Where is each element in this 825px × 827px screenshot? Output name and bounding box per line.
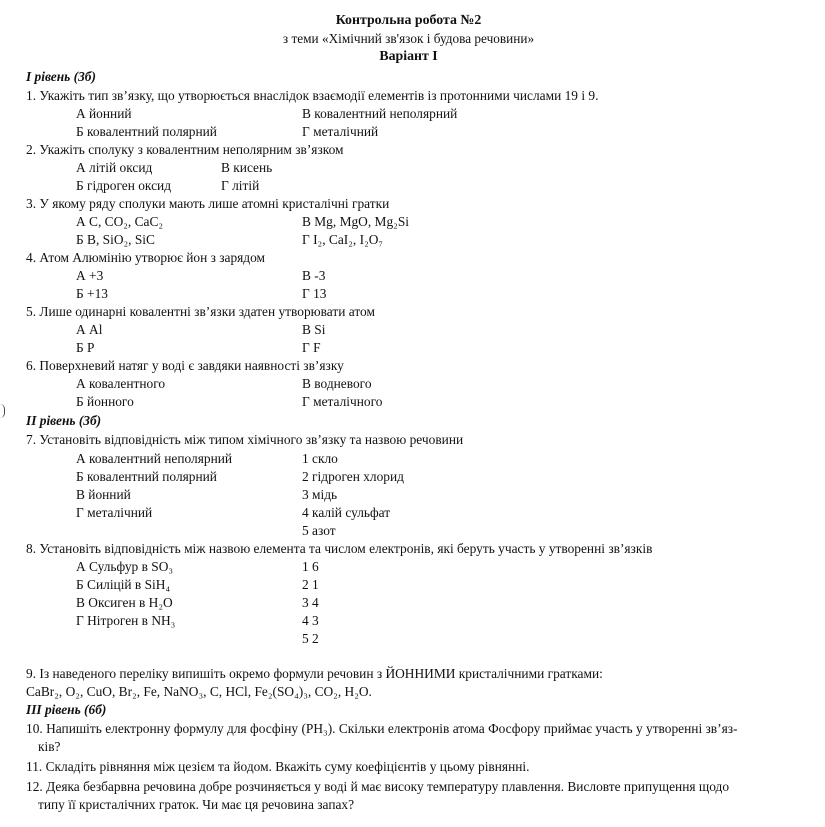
question-8: 8. Установіть відповідність між назвою елемента та числом електронів, які беруть участь у утворенні зв’язків [26, 541, 653, 556]
q8-left-item: А Сульфур в SO₃ [76, 559, 174, 574]
question-12: 12. Деяка безбарвна речовина добре розчиняється у воді й має високу температуру плавлення. Висловте припущення щодо [26, 779, 730, 794]
q7-left-item: Г металічний [76, 505, 153, 520]
q8-right-item: 5 2 [302, 631, 319, 646]
q2-option-a: А літій оксид [76, 160, 153, 175]
page-edge-mark [0, 404, 5, 418]
q8-right-item: 2 1 [302, 577, 319, 592]
q7-right-item: 5 азот [302, 523, 336, 538]
q3-option-g: Г І₂, СаІ₂, І₂О₇ [302, 232, 384, 247]
q8-left-item: В Оксиген в H₂O [76, 595, 173, 610]
question-7: 7. Установіть відповідність між типом хімічного зв’язку та назвою речовини [26, 432, 464, 447]
q8-right-item: 1 6 [302, 559, 319, 574]
question-10: 10. Напишіть електронну формулу для фосфіну (PH₃). Скільки електронів атома Фосфору приймає участь у утворенні зв’яз- [26, 721, 738, 736]
q6-option-g: Г металічного [302, 394, 383, 409]
q2-option-g: Г літій [221, 178, 260, 193]
question-6: 6. Поверхневий натяг у воді є завдяки наявності зв’язку [26, 358, 344, 373]
q4-option-a: А +3 [76, 268, 104, 283]
q4-option-g: Г 13 [302, 286, 327, 301]
q3-option-b: Б В, SiO₂, SiC [76, 232, 155, 247]
q2-option-b: Б гідроген оксид [76, 178, 172, 193]
q3-option-v: В Mg, MgO, Mg₂Si [302, 214, 409, 229]
document-subtitle: з теми «Хімічний зв'язок і будова речовини» [282, 31, 535, 46]
q8-left-item: Г Нітроген в NH₃ [76, 613, 176, 628]
q1-option-v: В ковалентний неполярний [302, 106, 458, 121]
question-12-continuation: типу її кристалічних граток. Чи має ця речовина запах? [38, 797, 355, 812]
q6-option-a: А ковалентного [76, 376, 166, 391]
q7-right-item: 3 мідь [302, 487, 338, 502]
q2-option-v: В кисень [221, 160, 273, 175]
q7-right-item: 2 гідроген хлорид [302, 469, 404, 484]
q4-option-b: Б +13 [76, 286, 108, 301]
q8-right-item: 4 3 [302, 613, 319, 628]
level1-heading: І рівень (3б) [26, 69, 96, 84]
q7-left-item: В йонний [76, 487, 131, 502]
q5-option-g: Г F [302, 340, 321, 355]
question-1: 1. Укажіть тип зв’язку, що утворюється внаслідок взаємодії елементів із протонними числами 19 і 9. [26, 88, 599, 103]
variant-label: Варіант І [379, 49, 438, 64]
question-5: 5. Лише одинарні ковалентні зв’язки здатен утворювати атом [26, 304, 375, 319]
q8-right-item: 3 4 [302, 595, 319, 610]
document-title: Контрольна робота №2 [335, 13, 482, 28]
q7-right-item: 4 калій сульфат [302, 505, 391, 520]
q9-formula-list: СаBr₂, O₂, CuO, Br₂, Fe, NaNO₃, C, HCl, Fe₂(SO₄)₃, CO₂, H₂O. [26, 684, 372, 699]
q1-option-b: Б ковалентний полярний [76, 124, 217, 139]
q1-option-g: Г металічний [302, 124, 379, 139]
level2-heading: ІІ рівень (3б) [26, 413, 102, 428]
question-4: 4. Атом Алюмінію утворює йон з зарядом [26, 250, 266, 265]
q1-option-a: А йонний [76, 106, 132, 121]
question-3: 3. У якому ряду сполуки мають лише атомні кристалічні гратки [26, 196, 390, 211]
q6-option-v: В водневого [302, 376, 372, 391]
q8-left-item: Б Силіцій в SiH₄ [76, 577, 171, 592]
level3-heading: ІІІ рівень (6б) [26, 702, 107, 717]
q5-option-a: А Al [76, 322, 103, 337]
question-11: 11. Складіть рівняння між цезієм та йодом. Вкажіть суму коефіцієнтів у цьому рівнянні. [26, 759, 530, 774]
q6-option-b: Б йонного [76, 394, 134, 409]
q3-option-a: А С, СО₂, СаС₂ [76, 214, 164, 229]
q4-option-v: В -3 [302, 268, 326, 283]
question-10-continuation: ків? [38, 739, 61, 754]
q5-option-v: В Si [302, 322, 326, 337]
q7-right-item: 1 скло [302, 451, 338, 466]
question-2: 2. Укажіть сполуку з ковалентним неполярним зв’язком [26, 142, 344, 157]
question-9: 9. Із наведеного переліку випишіть окремо формули речовин з ЙОННИМИ кристалічними гратками: [26, 666, 603, 681]
q7-left-item: Б ковалентний полярний [76, 469, 217, 484]
q5-option-b: Б Р [76, 340, 95, 355]
q7-left-item: А ковалентний неполярний [76, 451, 233, 466]
